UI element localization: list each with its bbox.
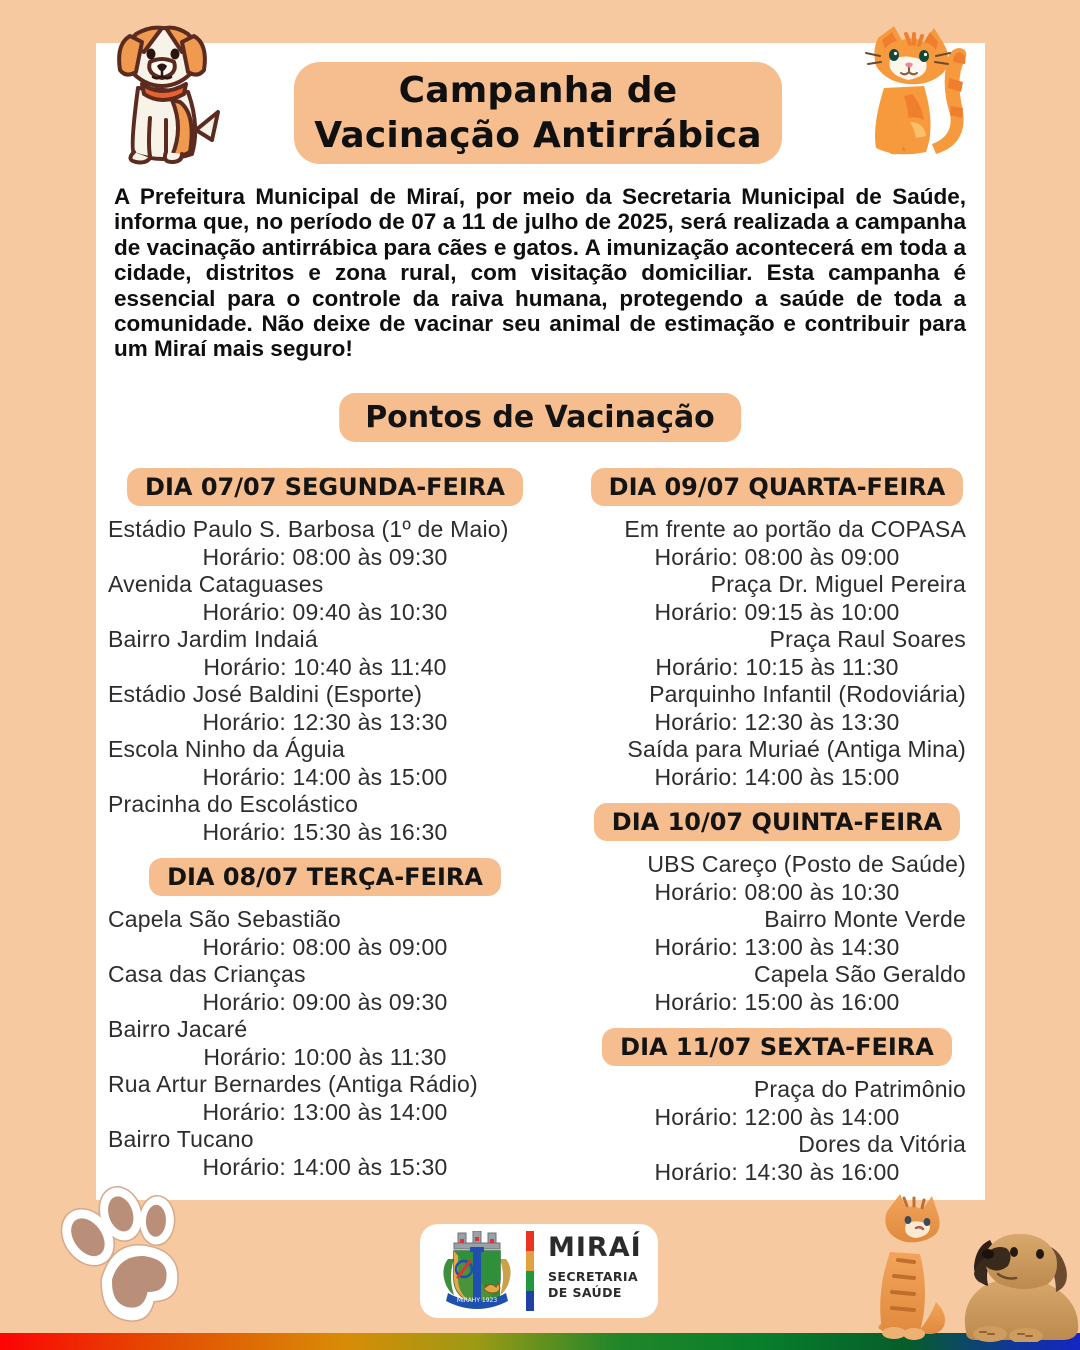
logo-bar-red [526, 1231, 534, 1251]
crest-ribbon-text: MIRAHY 1923 [456, 1297, 498, 1304]
venue-name: Parquinho Infantil (Rodoviária) [649, 681, 966, 707]
day-entries [588, 1076, 966, 1186]
venue-name: Bairro Monte Verde [764, 906, 966, 932]
venue-name: Praça Raul Soares [769, 626, 966, 652]
logo-subtitle [548, 1269, 642, 1300]
logo-color-bar [526, 1231, 534, 1311]
venue-time: Horário: 12:30 às 13:30 [654, 708, 900, 735]
venue-name: Dores da Vitória [798, 1131, 966, 1157]
logo-bar-amber [526, 1251, 534, 1271]
venue-name: Pracinha do Escolástico [108, 791, 359, 817]
venue-time: Horário: 13:00 às 14:00 [202, 1098, 448, 1125]
venue-time: Horário: 14:00 às 15:00 [202, 763, 448, 790]
schedule-right-column [588, 468, 966, 1198]
day-group [588, 1028, 966, 1186]
venue-time: Horário: 10:15 às 11:30 [655, 653, 899, 680]
day-header: DIA 07/07 SEGUNDA-FEIRA [127, 468, 523, 506]
day-header: DIA 09/07 QUARTA-FEIRA [591, 468, 964, 506]
venue-name: Praça do Patrimônio [753, 1076, 966, 1102]
venue-name: Capela São Geraldo [753, 961, 966, 987]
intro-text: A Prefeitura Municipal de Miraí, por meio da Secretaria Municipal de Saúde, informa que, no período de 07 a 11 de julho de 2025, será realizada a campanha de vacinação antirrábica para cães e gatos. A imunização acontecerá em toda a cidade, distritos e zona rural, com visitação domiciliar. Esta campanha é essencial para o controle da raiva humana, protegendo a saúde de toda a comunidade. Não deixe de vacinar seu animal de estimação e contribuir para um Miraí mais seguro! [114, 184, 966, 362]
kitten-and-puppy-photo [848, 1182, 1080, 1342]
venue-time: Horário: 10:00 às 11:30 [203, 1043, 447, 1070]
logo-bar-blue [526, 1291, 534, 1311]
schedule-left-column [108, 468, 542, 1193]
venue-time: Horário: 14:00 às 15:30 [202, 1153, 448, 1180]
logo-title: MIRAÍ [548, 1232, 642, 1263]
venue-name: Bairro Jardim Indaiá [108, 626, 318, 652]
venue-time: Horário: 15:00 às 16:00 [654, 988, 900, 1015]
venue-name: Rua Artur Bernardes (Antiga Rádio) [108, 1071, 478, 1097]
venue-time: Horário: 15:30 às 16:30 [202, 818, 448, 845]
venue-time: Horário: 08:00 às 09:30 [202, 543, 448, 570]
day-header: DIA 08/07 TERÇA-FEIRA [149, 858, 501, 896]
venue-time: Horário: 12:00 às 14:00 [654, 1103, 900, 1130]
logo-bar-green [526, 1271, 534, 1291]
venue-name: Bairro Jacaré [108, 1016, 248, 1042]
footer-logo [420, 1224, 658, 1318]
venue-name: Em frente ao portão da COPASA [624, 516, 966, 542]
day-entries [588, 516, 966, 791]
venue-time: Horário: 14:00 às 15:00 [654, 763, 900, 790]
venue-name: Saída para Muriaé (Antiga Mina) [627, 736, 966, 762]
dog-illustration [100, 18, 226, 170]
venue-time: Horário: 08:00 às 09:00 [202, 933, 448, 960]
venue-name: Escola Ninho da Águia [108, 736, 345, 762]
venue-time: Horário: 13:00 às 14:30 [654, 933, 900, 960]
venue-name: UBS Careço (Posto de Saúde) [647, 851, 966, 877]
day-entries [108, 516, 542, 846]
paw-print-icon [50, 1178, 200, 1336]
day-group [108, 468, 542, 846]
venue-name: Bairro Tucano [108, 1126, 254, 1152]
venue-time: Horário: 09:40 às 10:30 [202, 598, 448, 625]
day-group [108, 858, 542, 1181]
section-banner: Pontos de Vacinação [339, 393, 741, 442]
venue-time: Horário: 08:00 às 10:30 [654, 878, 900, 905]
day-group [588, 803, 966, 1016]
cat-illustration [850, 22, 978, 168]
venue-time: Horário: 09:15 às 10:00 [654, 598, 900, 625]
venue-name: Casa das Crianças [108, 961, 306, 987]
venue-time: Horário: 14:30 às 16:00 [654, 1158, 900, 1185]
day-header: DIA 10/07 QUINTA-FEIRA [594, 803, 960, 841]
day-entries [588, 851, 966, 1016]
venue-name: Estádio José Baldini (Esporte) [108, 681, 423, 707]
logo-subtitle-line2: DE SAÚDE [548, 1284, 622, 1300]
venue-name: Avenida Cataguases [108, 571, 324, 597]
venue-name: Estádio Paulo S. Barbosa (1º de Maio) [108, 516, 509, 542]
logo-subtitle-line1: SECRETARIA [548, 1269, 639, 1284]
poster-title-line2: Vacinação Antirrábica [314, 115, 762, 156]
city-crest-icon [434, 1231, 520, 1313]
title-banner [294, 62, 782, 164]
venue-time: Horário: 12:30 às 13:30 [202, 708, 448, 735]
logo-text [548, 1232, 642, 1300]
venue-name: Capela São Sebastião [108, 906, 341, 932]
day-header: DIA 11/07 SEXTA-FEIRA [602, 1028, 952, 1066]
venue-time: Horário: 08:00 às 09:00 [654, 543, 900, 570]
day-entries [108, 906, 542, 1181]
venue-time: Horário: 10:40 às 11:40 [203, 653, 447, 680]
venue-time: Horário: 09:00 às 09:30 [202, 988, 448, 1015]
day-group [588, 468, 966, 791]
poster-title-line1: Campanha de [398, 70, 678, 111]
venue-name: Praça Dr. Miguel Pereira [710, 571, 966, 597]
